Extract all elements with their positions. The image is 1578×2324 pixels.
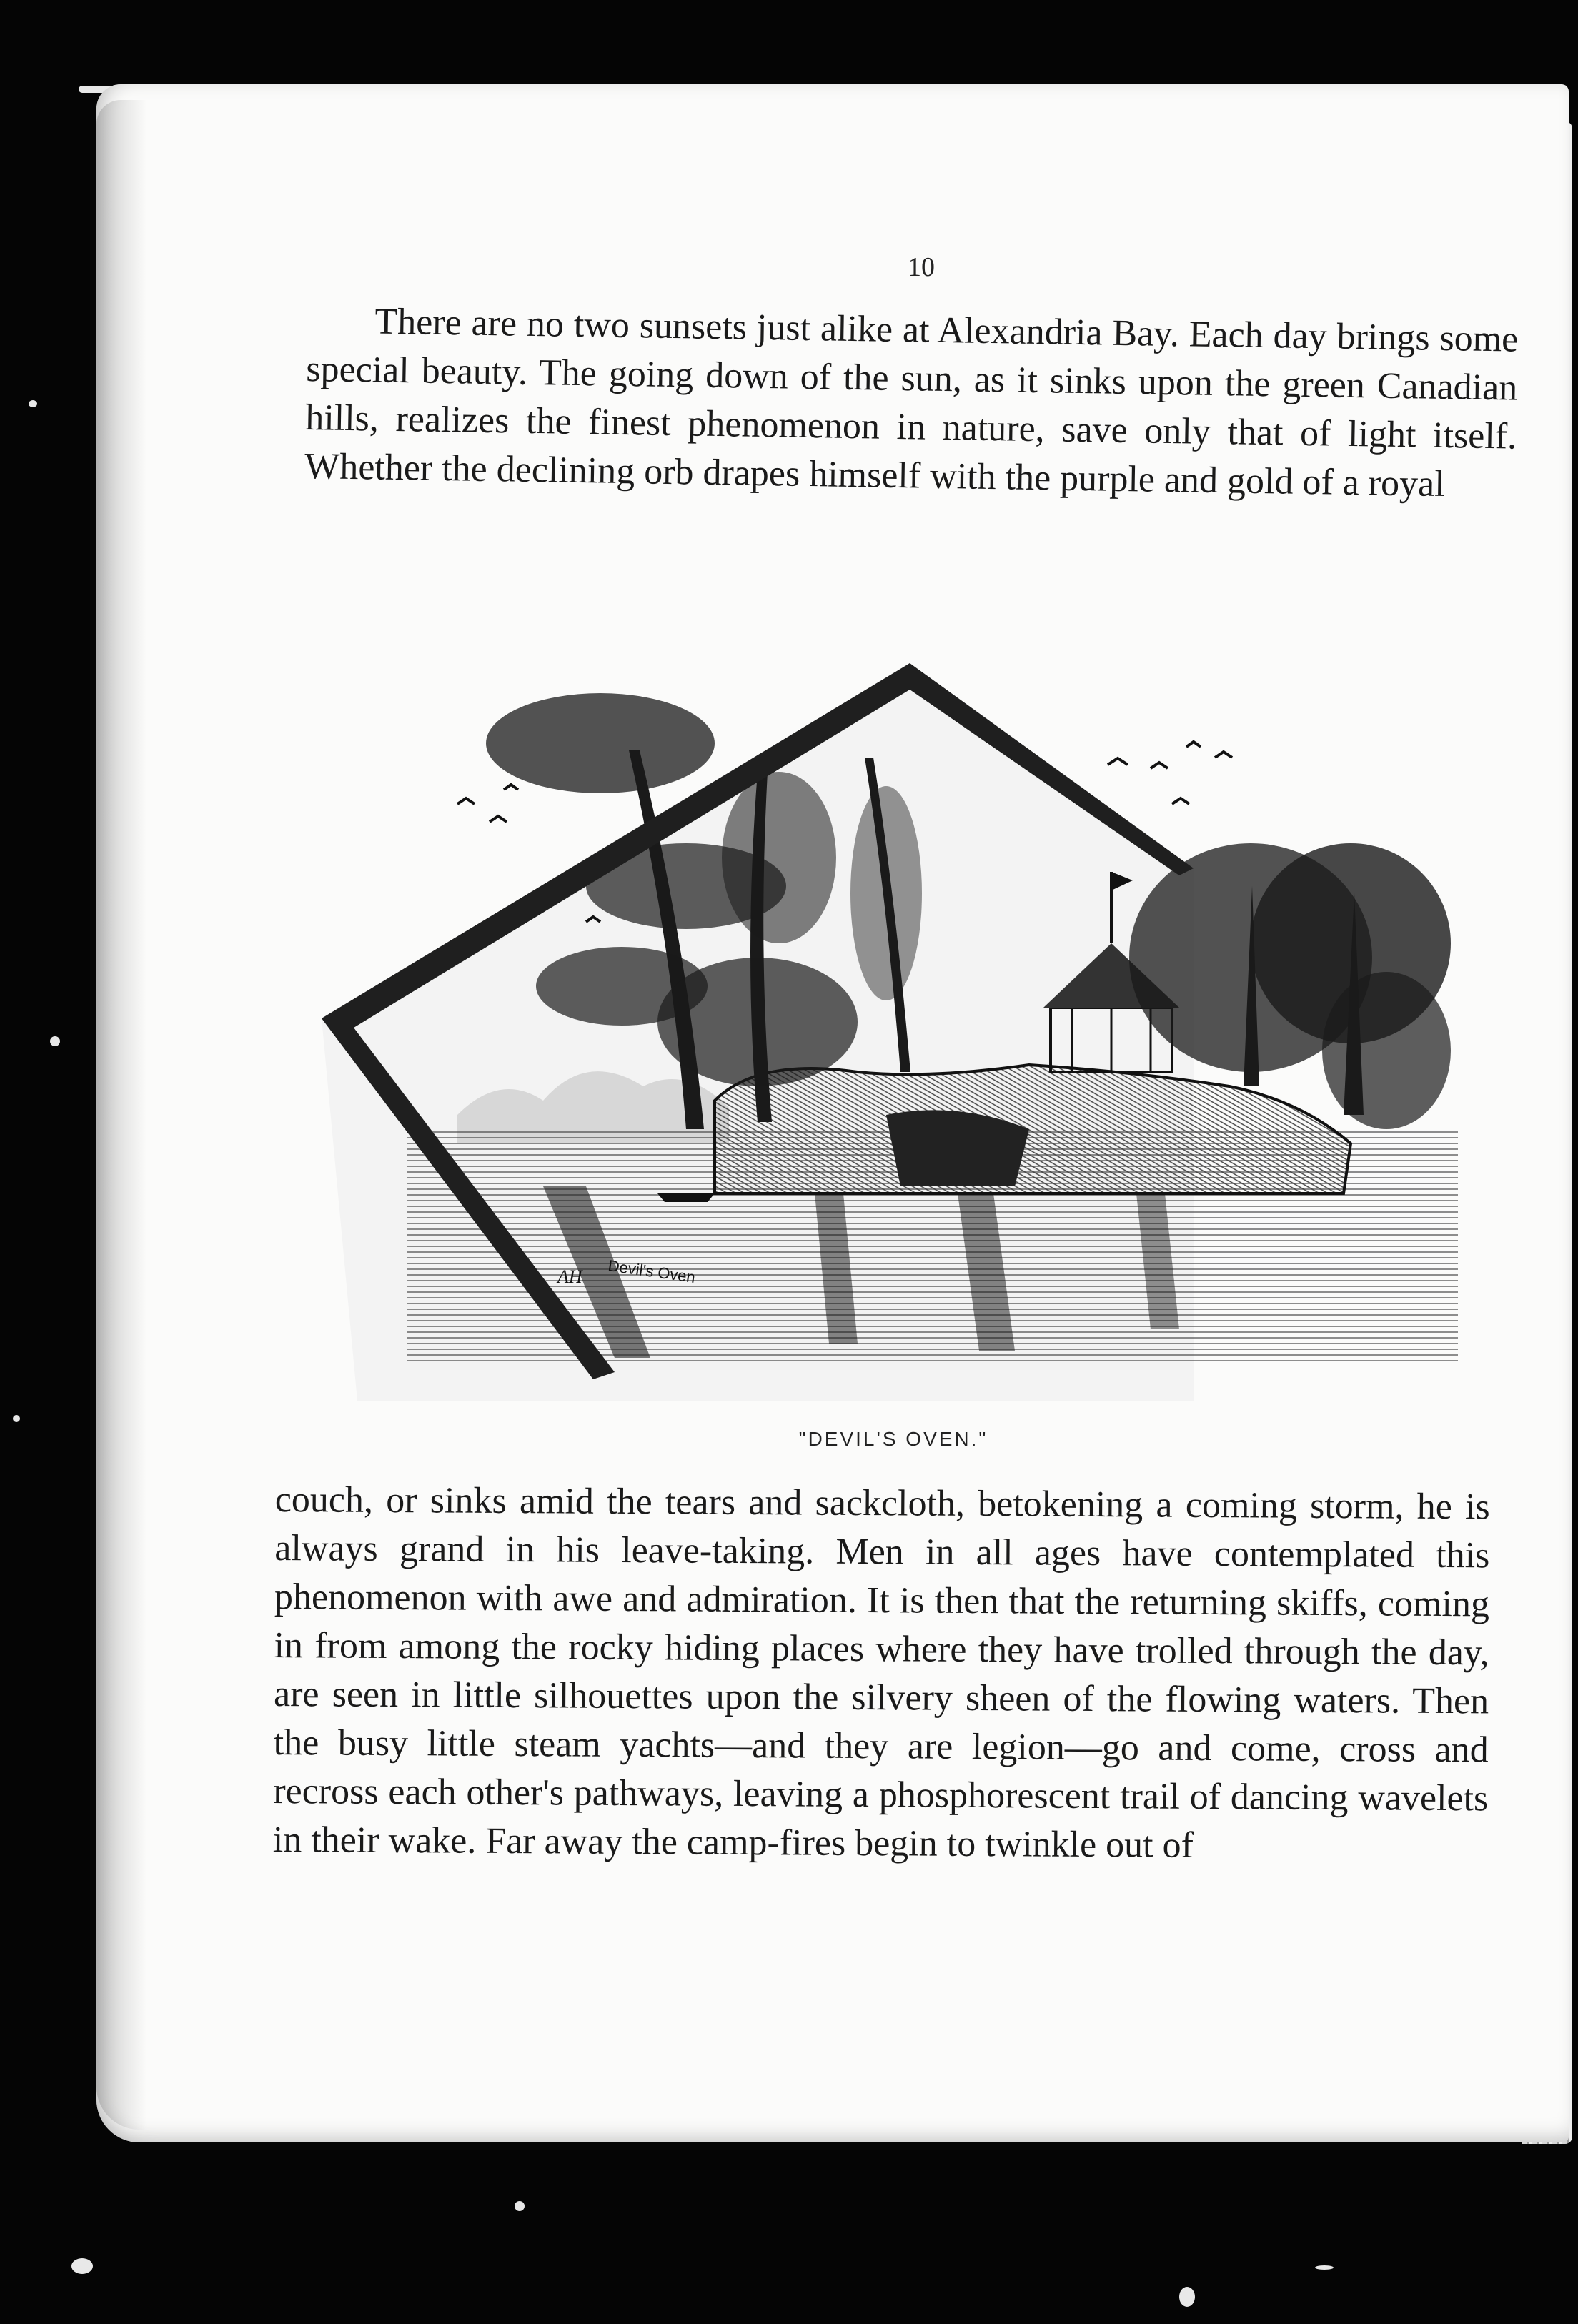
devils-oven-illustration (314, 586, 1487, 1401)
artist-signature: AH (557, 1266, 582, 1287)
scan-dust (50, 1036, 60, 1046)
scan-dust (1315, 2265, 1334, 2270)
gutter-shadow (96, 100, 147, 2130)
paragraph-bottom: couch, or sinks amid the tears and sackcloth, betokening a coming storm, he is always grand in his leave-taking. Men in all ages have contemplated this phenomenon with awe and admiration. It is then that the returning skiffs, coming in from among the rocky hiding places where they have trolled through the day, are seen in little silhouettes upon the silvery sheen of the flowing waters. Then the busy little steam yachts—and they are legion—go and come, cross and recross each other's pathways, leaving a phosphorescent trail of dancing wavelets in their wake. Far away the camp-fires begin to twinkle out of (272, 1479, 1490, 1866)
figure-caption: "DEVIL'S OVEN." (798, 1428, 988, 1450)
paragraph-top: There are no two sunsets just alike at Alexandria Bay. Each day brings some special beauty. The going down of the sun, as it sinks upon the green Canadian hills, realizes the finest phenomenon in nature, save only that of light itself. Whether the declining orb drapes himself with the purple and gold of a royal (304, 301, 1519, 505)
illustration-inscription: Devil's Oven (607, 1256, 697, 1287)
scan-dust (71, 2258, 93, 2274)
scan-dust (29, 400, 37, 407)
scan-dust (515, 2201, 525, 2211)
page-number: 10 (908, 252, 935, 282)
skiff (658, 1193, 715, 1202)
scan-dust (1179, 2287, 1195, 2307)
scan-dust (13, 1415, 20, 1422)
